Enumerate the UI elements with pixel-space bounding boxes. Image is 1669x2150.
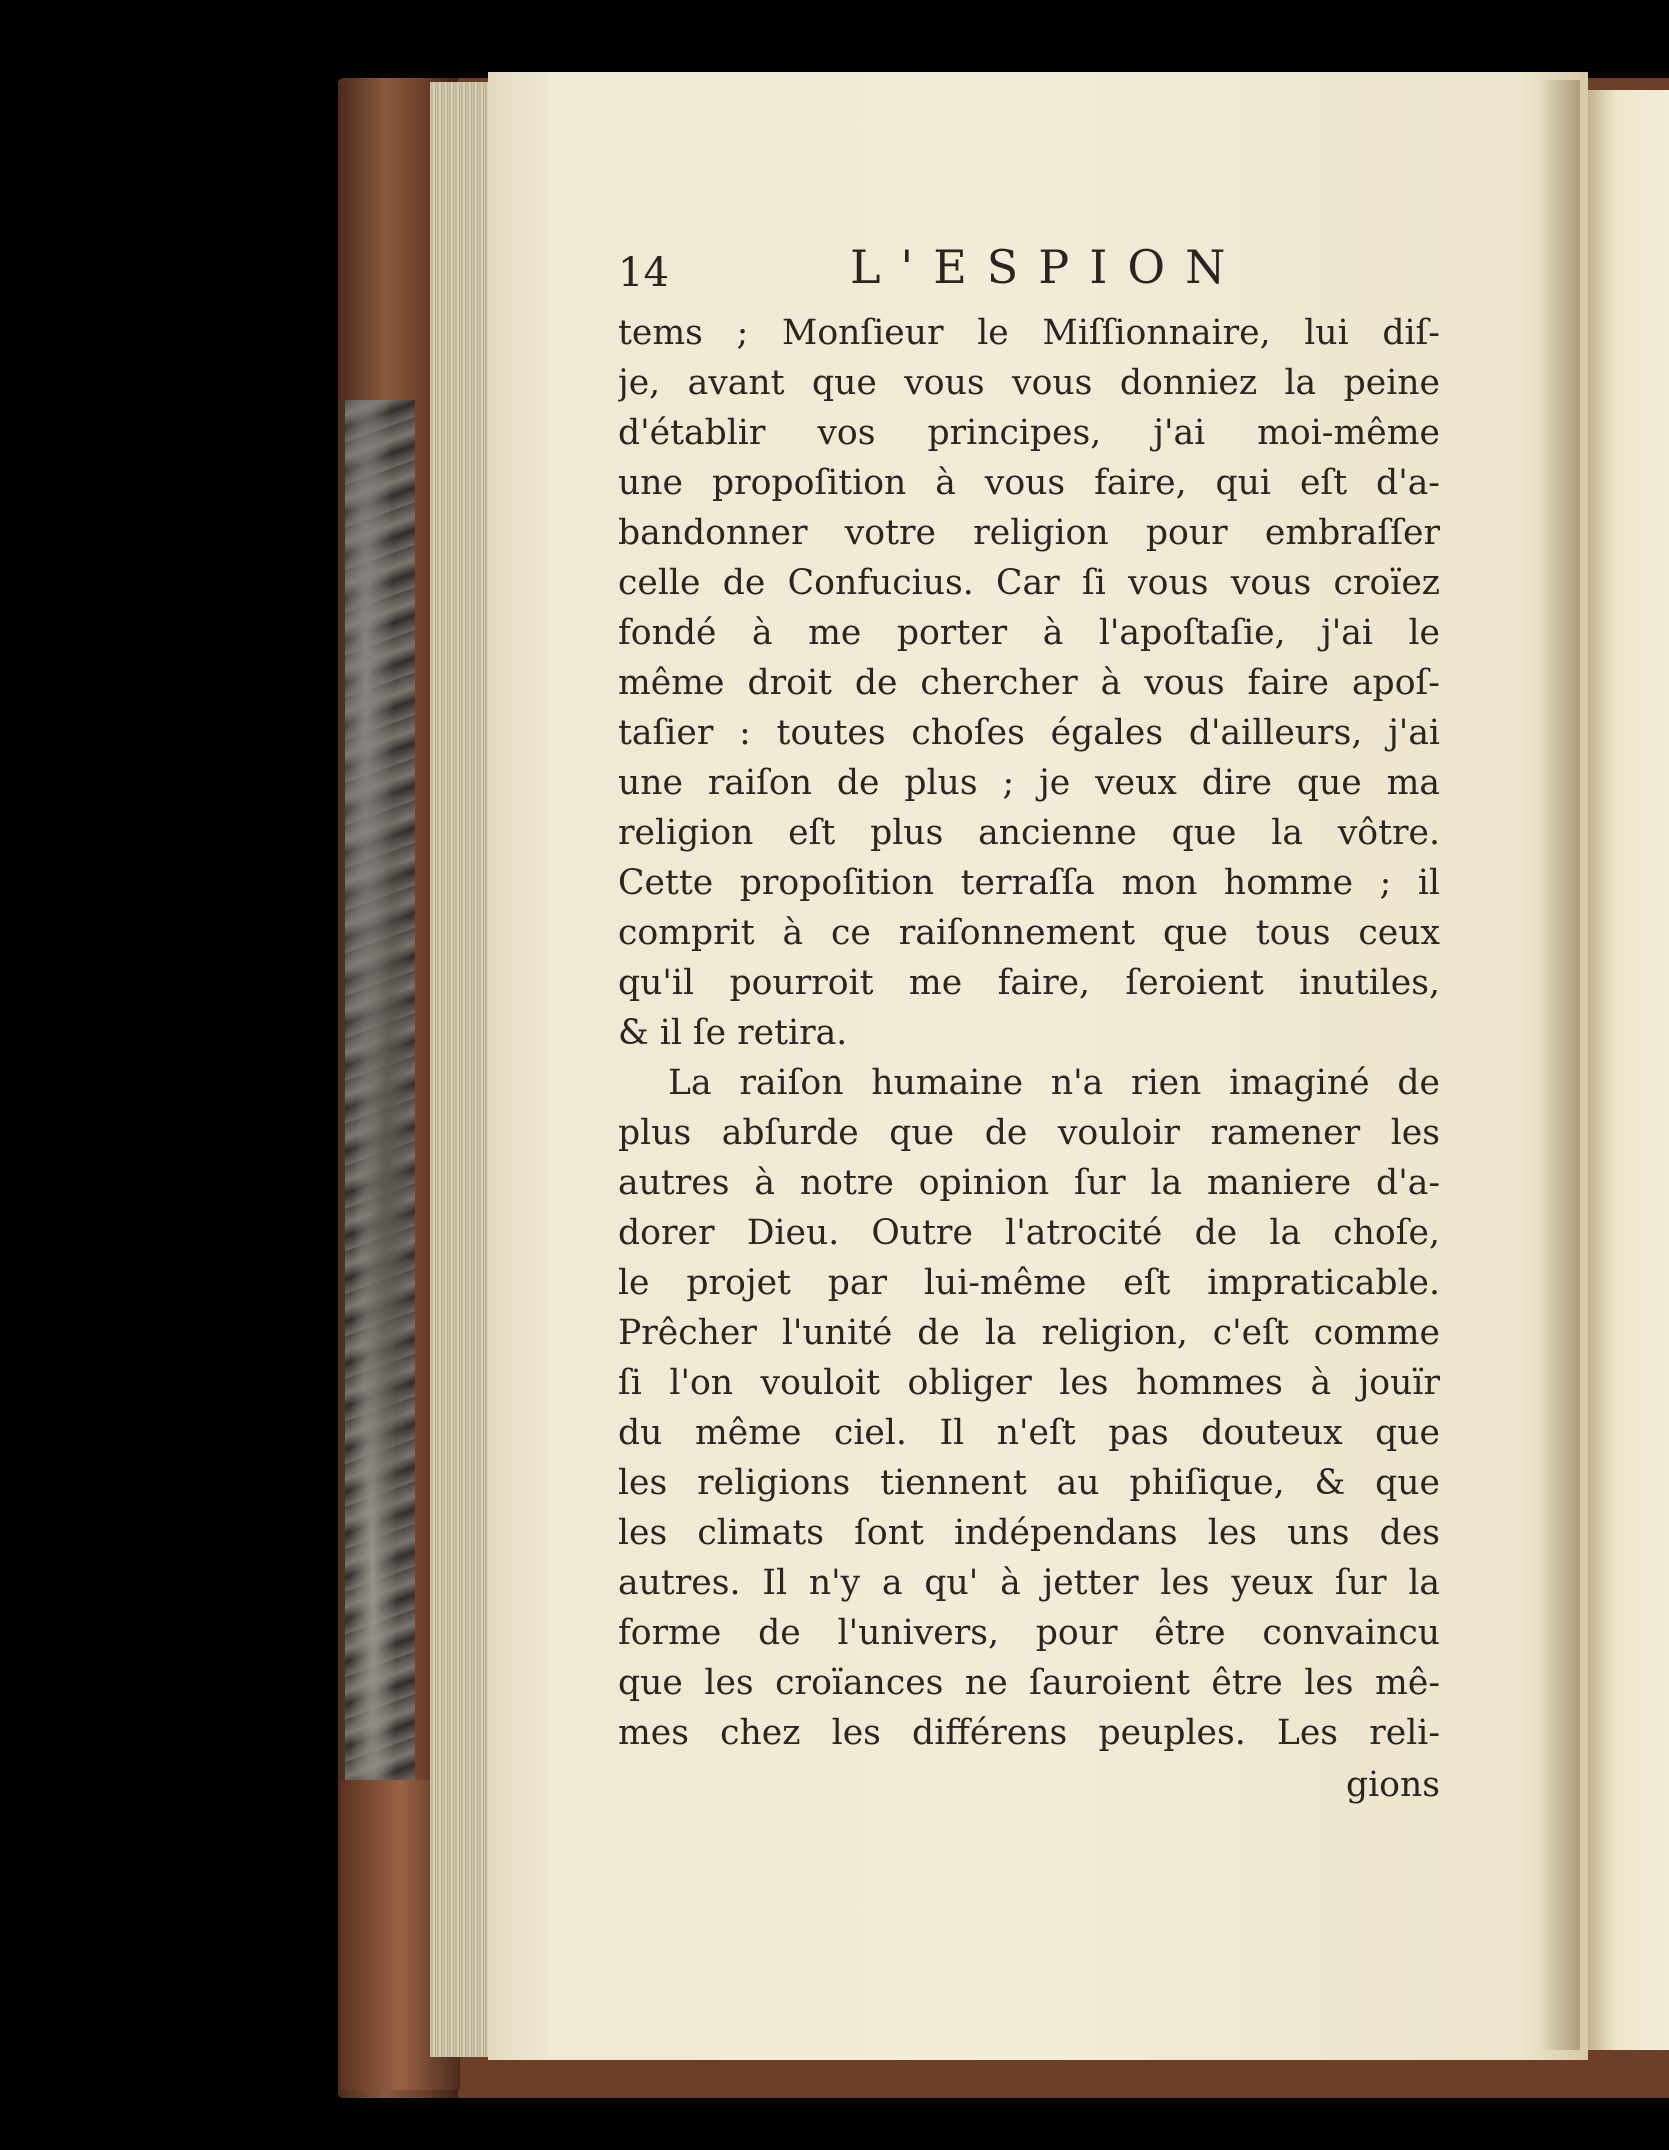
text-line: Prêcher l'unité de la religion, c'eſt comme — [618, 1313, 1440, 1353]
text-line: d'établir vos principes, j'ai moi-même — [618, 413, 1440, 453]
text-line: une propoſition à vous faire, qui eſt d'a- — [618, 463, 1440, 503]
text-line: les religions tiennent au phiſique, & que — [618, 1463, 1440, 1503]
page-header — [618, 240, 1438, 310]
catchword: gions — [1345, 1765, 1440, 1805]
marbled-paper-board — [345, 400, 415, 1780]
text-line: comprit à ce raiſonnement que tous ceux — [618, 913, 1440, 953]
page-block-edges — [430, 82, 490, 2057]
text-line: dorer Dieu. Outre l'atrocité de la choſe, — [618, 1213, 1440, 1253]
text-line: La raiſon humaine n'a rien imaginé de — [668, 1063, 1440, 1103]
text-line: autres à notre opinion ſur la maniere d'a- — [618, 1163, 1440, 1203]
text-line: autres. Il n'y a qu' à jetter les yeux ſur la — [618, 1563, 1440, 1603]
text-line: du même ciel. Il n'eſt pas douteux que — [618, 1413, 1440, 1453]
text-line: taſier : toutes choſes égales d'ailleurs, j'ai — [618, 713, 1440, 753]
text-line: forme de l'univers, pour être convaincu — [618, 1613, 1440, 1653]
text-line: mes chez les différens peuples. Les reli- — [618, 1713, 1440, 1753]
text-line: Cette propoſition terraſſa mon homme ; il — [618, 863, 1440, 903]
running-title: L'ESPION — [850, 240, 1246, 294]
body-text — [618, 308, 1440, 1758]
text-line: & il ſe retira. — [618, 1013, 848, 1053]
text-line: ſi l'on vouloit obliger les hommes à jouïr — [618, 1363, 1440, 1403]
text-line: je, avant que vous vous donniez la peine — [618, 363, 1440, 403]
text-line: une raiſon de plus ; je veux dire que ma — [618, 763, 1440, 803]
page-number: 14 — [618, 250, 669, 296]
text-line: qu'il pourroit me faire, ſeroient inutiles, — [618, 963, 1440, 1003]
text-line: religion eſt plus ancienne que la vôtre. — [618, 813, 1440, 853]
text-line: fondé à me porter à l'apoſtaſie, j'ai le — [618, 613, 1440, 653]
gutter-shadow — [1540, 80, 1580, 2050]
text-line: les climats ſont indépendans les uns des — [618, 1513, 1440, 1553]
text-line: que les croïances ne ſauroient être les mê- — [618, 1663, 1440, 1703]
text-line: le projet par lui-même eſt impraticable. — [618, 1263, 1440, 1303]
text-line: même droit de chercher à vous faire apoſ- — [618, 663, 1440, 703]
text-line: bandonner votre religion pour embraſſer — [618, 513, 1440, 553]
text-line: plus abſurde que de vouloir ramener les — [618, 1113, 1440, 1153]
text-line: tems ; Monſieur le Miſſionnaire, lui diſ- — [618, 313, 1440, 353]
facing-page-edge — [1588, 90, 1669, 2050]
text-line: celle de Confucius. Car ſi vous vous croïez — [618, 563, 1440, 603]
